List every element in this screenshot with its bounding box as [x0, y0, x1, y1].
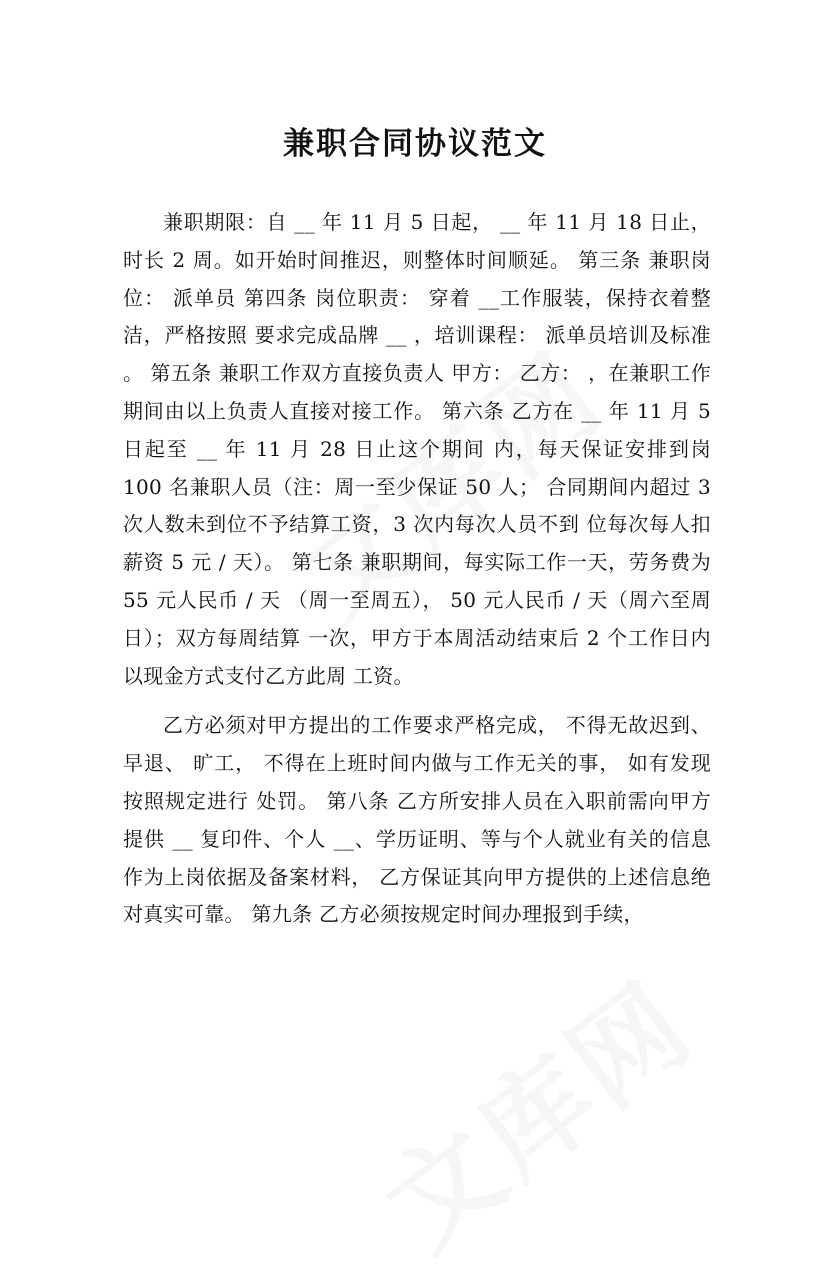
- body-paragraph: 兼职期限：自 __ 年 11 月 5 日起， __ 年 11 月 18 日止，时长 2 周。如开始时间推迟，则整体时间顺延。 第三条 兼职岗位： 派单员 第四条 岗位职责： 穿着 __工作服装，保持衣着整洁，严格按照 要求完成品牌 __ ，培训课程： 派单员培训及标准 。 第五条 兼职工作双方直接负责人 甲方： 乙方： ，在兼职工作 期间由以上负责人直接对接工作。 第六条 乙方在 __ 年 11 月 5 日起至 __ 年 11 月 28 日止这个期间 内，每天保证安排到岗 100 名兼职人员（注：周一至少保证 50 人； 合同期间内超过 3 次人数未到位不予结算工资，3 次内每次人员不到 位每次每人扣薪资 5 元 / 天）。 第七条 兼职期间，每实际工作一天，劳务费为 55 元人民币 / 天 （周一至周五）， 50 元人民币 / 天（周六至周日）；双方每周结算 一次，甲方于本周活动结束后 2 个工作日内以现金方式支付乙方此周 工资。: [123, 210, 711, 688]
- watermark: [348, 940, 720, 1278]
- body-paragraph: 乙方必须对甲方提出的工作要求严格完成， 不得无故迟到、早退、 旷工， 不得在上班时间内做与工作无关的事， 如有发现按照规定进行 处罚。 第八条 乙方所安排人员在入职前需向甲方提供 __ 复印件、个人 __、学历证明、等与个人就业有关的信息作为上岗依据及备案材料， 乙方保证其向甲方提供的上述信息绝对真实可靠。 第九条 乙方必须按规定时间办理报到手续，: [123, 713, 711, 927]
- document-body: [123, 204, 711, 934]
- document-title: 兼职合同协议范文: [283, 126, 547, 162]
